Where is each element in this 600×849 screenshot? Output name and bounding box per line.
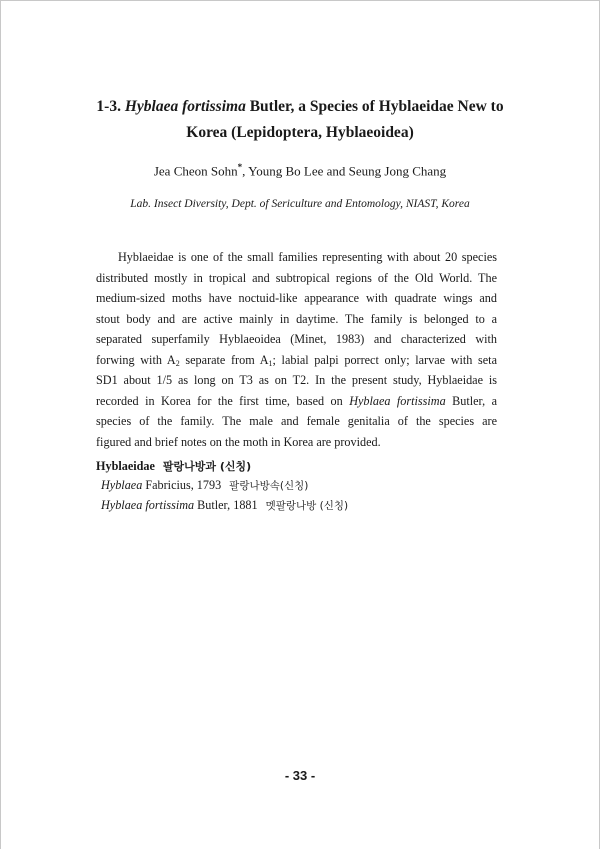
affiliation: Lab. Insect Diversity, Dept. of Sericulture and Entomology, NIAST, Korea <box>130 198 470 210</box>
paper-title <box>60 94 540 146</box>
abstract-text: separate from A <box>179 352 269 367</box>
abstract-line: separated superfamily Hyblaeoidea (Minet, 1983) and characterized with <box>96 332 497 346</box>
abstract-line: SD1 about 1/5 as long on T3 as on T2. In the present study, Hyblaeidae is <box>96 373 497 387</box>
abstract-line: distributed mostly in tropical and subtropical regions of the Old World. The <box>96 270 497 285</box>
genus-author: Fabricius, 1793 <box>142 478 222 492</box>
species-entry <box>96 496 348 516</box>
page-border-left <box>0 0 1 849</box>
species-author: Butler, 1881 <box>194 498 258 512</box>
title-line-1-rest: Butler, a Species of Hyblaeidae New to <box>249 98 504 115</box>
genus-korean-name: 팔랑나방속(신칭) <box>229 480 309 492</box>
abstract-line: medium-sized moths have noctuid-like appearance with quadrate wings and <box>96 291 497 305</box>
abstract-line: Hyblaeidae is one of the small families representing with about 20 species <box>118 250 497 264</box>
family-heading <box>96 457 348 476</box>
species-name: Hyblaea fortissima <box>349 393 446 408</box>
title-number: 1-3. <box>96 98 121 115</box>
abstract-text: recorded in Korea for the first time, based on <box>96 393 350 408</box>
taxonomy-list <box>96 457 348 516</box>
genus-entry <box>96 476 348 496</box>
author-list <box>60 158 540 180</box>
abstract-line <box>96 391 497 412</box>
species-name: Hyblaea fortissima <box>101 498 195 512</box>
author-first: Jea Cheon Sohn <box>153 163 238 179</box>
abstract-text: Butler, a <box>445 393 497 408</box>
abstract-text: ; labial palpi porrect only; larvae with seta <box>272 352 497 367</box>
abstract-line: species of the family. The male and female genitalia of the species are <box>96 414 497 428</box>
title-species: Hyblaea fortissima <box>124 98 246 115</box>
abstract-line: stout body and are active mainly in daytime. The family is belonged to a <box>96 311 497 326</box>
abstract-line: figured and brief notes on the moth in Korea are provided. <box>96 434 381 449</box>
title-line-1 <box>60 94 540 120</box>
family-korean-name: 팔랑나방과 (신칭) <box>162 460 252 473</box>
abstract-line <box>96 350 497 371</box>
subscript: 2 <box>175 358 180 368</box>
genus-name: Hyblaea <box>101 478 143 492</box>
subscript: 1 <box>268 358 273 368</box>
species-korean-name: 멧팔랑나방 (신칭) <box>265 500 349 512</box>
title-line-2: Korea (Lepidoptera, Hyblaeoidea) <box>186 124 414 141</box>
abstract-text: forwing with A <box>96 352 176 367</box>
page-border-top <box>0 0 600 1</box>
family-name: Hyblaeidae <box>96 459 155 473</box>
page-number: - 33 - <box>284 768 316 783</box>
abstract-paragraph <box>96 247 497 452</box>
corresponding-author-mark: * <box>237 162 243 172</box>
author-rest: , Young Bo Lee and Seung Jong Chang <box>242 163 447 179</box>
